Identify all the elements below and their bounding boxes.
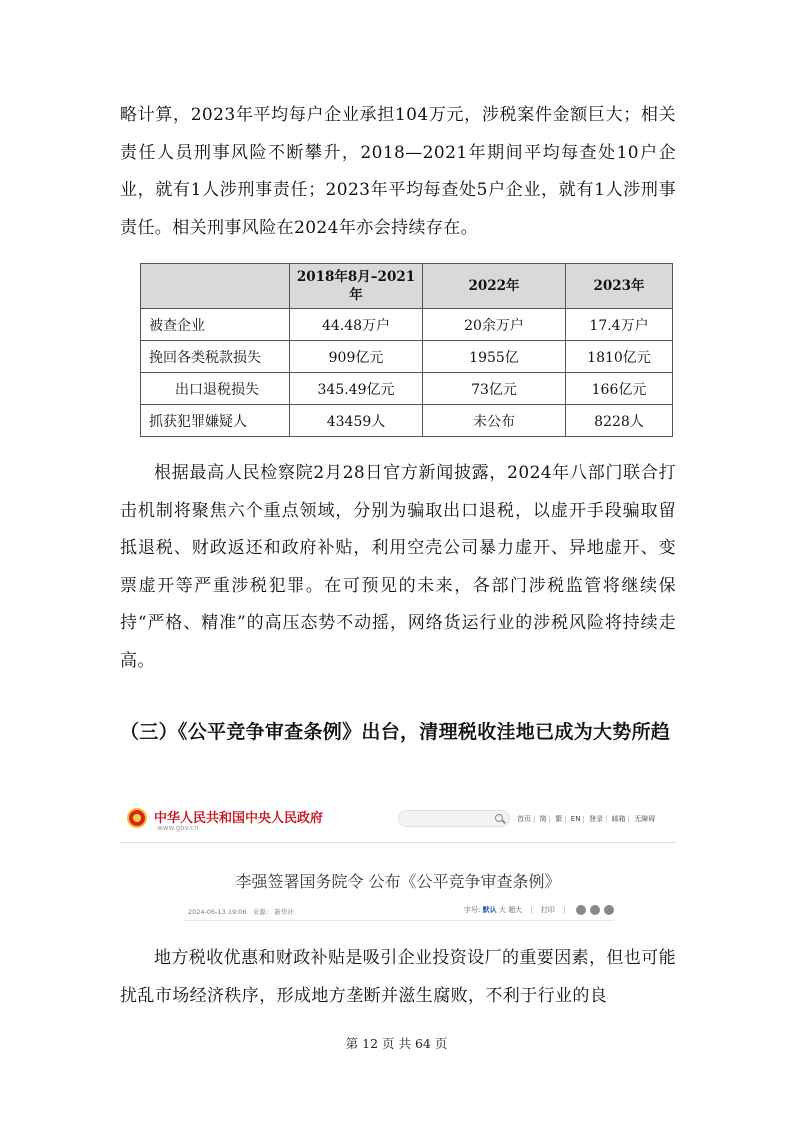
table-row xyxy=(141,309,673,341)
article-date: 2024-06-13 19:06 xyxy=(188,908,247,916)
table-header-period-1: 2018年8月–2021年 xyxy=(290,264,423,309)
cell: 20余万户 xyxy=(423,309,566,341)
table-header-period-3: 2023年 xyxy=(566,264,673,309)
nav-item-traditional: 繁 xyxy=(555,815,563,823)
table-row xyxy=(141,405,673,437)
cell: 17.4万户 xyxy=(566,309,673,341)
paragraph-tax-risk: 略计算，2023年平均每户企业承担104万元，涉税案件金额巨大；相关责任人员刑事风险不断攀升，2018—2021年期间平均每查处10户企业，就有1人涉刑事责任；2023年平均每查处5户企业，就有1人涉刑事责任。相关刑事风险在2024年亦会持续存在。 xyxy=(120,105,676,238)
font-size-default: 默认 xyxy=(482,906,497,914)
qzone-share-icon xyxy=(604,905,614,915)
table-header-period-2: 2022年 xyxy=(423,264,566,309)
font-size-xlarge: 超大 xyxy=(508,906,523,914)
cell: 73亿元 xyxy=(423,373,566,405)
top-nav: 首页 | 简 | 繁 | EN | 登录 | 邮箱 | 无障碍 xyxy=(517,815,656,823)
cell: 166亿元 xyxy=(566,373,673,405)
article-source: 来源： 新华社 xyxy=(252,908,294,916)
article-tools: 字号: 默认 大 超大 | 打印 | xyxy=(464,905,614,915)
table-row xyxy=(141,373,673,405)
cell: 8228人 xyxy=(566,405,673,437)
row-label: 挽回各类税款损失 xyxy=(141,341,290,373)
paragraph-enforcement-focus: 根据最高人民检察院2月28日官方新闻披露，2024年八部门联合打击机制将聚焦六个重点领域，分别为骗取出口退税，以虚开手段骗取留抵退税、财政返还和政府补贴，利用空壳公司暴力虚开、异地虚开、变票虚开等严重涉税犯罪。在可预见的未来，各部门涉税监管将继续保持“严格、精准”的高压态势不动摇，网络货运行业的涉税风险将持续走高。 xyxy=(120,463,676,671)
cell: 43459人 xyxy=(290,405,423,437)
cell: 345.49亿元 xyxy=(290,373,423,405)
table-header-empty xyxy=(141,264,290,309)
site-url: www.gov.cn xyxy=(157,824,199,832)
cell: 1955亿 xyxy=(423,341,566,373)
font-size-large: 大 xyxy=(498,906,506,914)
row-label: 出口退税损失 xyxy=(141,373,290,405)
nav-item-english: EN xyxy=(570,815,581,823)
paragraph-local-incentives: 地方税收优惠和财政补贴是吸引企业投资设厂的重要因素，但也可能扰乱市场经济秩序，形成地方垄断并滋生腐败，不利于行业的良 xyxy=(120,948,676,1006)
cell: 44.48万户 xyxy=(290,309,423,341)
enforcement-stats-table xyxy=(140,263,673,437)
nav-item-home: 首页 xyxy=(517,815,531,823)
cell: 909亿元 xyxy=(290,341,423,373)
weibo-share-icon xyxy=(590,905,600,915)
meta-divider xyxy=(184,920,614,921)
row-label: 抓获犯罪嫌疑人 xyxy=(141,405,290,437)
nav-item-simplified: 简 xyxy=(539,815,547,823)
header-divider xyxy=(120,842,676,843)
cell: 未公布 xyxy=(423,405,566,437)
article-meta xyxy=(188,907,294,916)
article-title: 李强签署国务院令 公布《公平竞争审查条例》 xyxy=(235,872,561,891)
site-name: 中华人民共和国中央人民政府 xyxy=(154,811,324,826)
national-emblem-icon xyxy=(127,808,147,828)
page-footer: 第 12 页 共 64 页 xyxy=(345,1036,448,1051)
table-header-row xyxy=(141,264,673,309)
website-screenshot xyxy=(120,796,676,926)
wechat-share-icon xyxy=(576,905,586,915)
search-icon xyxy=(495,814,503,822)
nav-item-login: 登录 xyxy=(589,815,604,823)
nav-item-mail: 邮箱 xyxy=(611,815,626,823)
search-input xyxy=(398,810,510,827)
cell: 1810亿元 xyxy=(566,341,673,373)
row-label: 被查企业 xyxy=(141,309,290,341)
print-label: 打印 xyxy=(540,906,555,914)
nav-item-accessibility: 无障碍 xyxy=(634,815,656,823)
font-size-label: 字号: xyxy=(464,906,481,914)
table-row xyxy=(141,341,673,373)
section-heading: （三）《公平竞争审查条例》出台，清理税收洼地已成为大势所趋 xyxy=(120,721,671,743)
